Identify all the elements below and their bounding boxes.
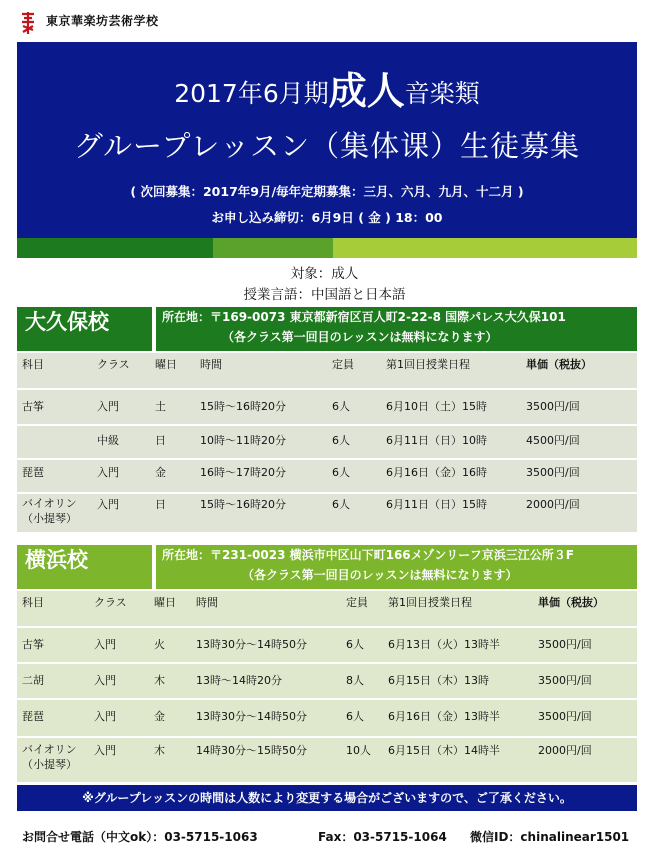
col-first-date: 第1回目授業日程 bbox=[381, 353, 521, 389]
yokohama-address: 所在地：〒231-0023 横浜市中区山下町166メゾンリーフ京浜三江公所３F bbox=[162, 548, 574, 562]
okubo-address: 所在地：〒169-0073 東京都新宿区百人町2-22-8 国際パレス大久保101 bbox=[162, 310, 566, 324]
cell-class: 入門 bbox=[92, 493, 150, 533]
cell-first-date: 6月15日（木）14時半 bbox=[383, 737, 533, 783]
cell-capacity: 6人 bbox=[341, 699, 383, 737]
footer-note: ※グループレッスンの時間は人数により変更する場合がございますので、ご了承ください。 bbox=[17, 785, 637, 811]
table-row bbox=[17, 737, 637, 783]
cell-subject: 二胡 bbox=[17, 663, 89, 699]
stripe-dark-green bbox=[17, 238, 213, 258]
cell-day: 日 bbox=[150, 493, 195, 533]
cell-day: 火 bbox=[149, 627, 191, 663]
school-logo bbox=[16, 8, 42, 38]
yokohama-header-row bbox=[17, 591, 637, 627]
col-first-date: 第1回目授業日程 bbox=[383, 591, 533, 627]
yokohama-note: （各クラス第一回目のレッスンは無料になります） bbox=[242, 568, 518, 582]
title-prefix: 2017年6月期 bbox=[174, 79, 329, 108]
cell-class: 中級 bbox=[92, 425, 150, 459]
cell-capacity: 6人 bbox=[327, 459, 381, 493]
cell-price: 3500円/回 bbox=[521, 389, 637, 425]
okubo-note: （各クラス第一回目のレッスンは無料になります） bbox=[222, 330, 498, 344]
cell-time: 13時30分～14時50分 bbox=[191, 627, 341, 663]
deadline: お申し込み締切：6月9日 ( 金 ) 18：00 bbox=[211, 210, 443, 225]
cell-first-date: 6月15日（木）13時 bbox=[383, 663, 533, 699]
cell-first-date: 6月11日（日）15時 bbox=[381, 493, 521, 533]
cell-class: 入門 bbox=[92, 459, 150, 493]
cell-time: 13時30分～14時50分 bbox=[191, 699, 341, 737]
cell-subject: 琵琶 bbox=[17, 699, 89, 737]
cell-price: 3500円/回 bbox=[533, 627, 637, 663]
table-row bbox=[17, 627, 637, 663]
cell-class: 入門 bbox=[89, 737, 149, 783]
contact-wechat: 微信ID：chinalinear1501 bbox=[470, 830, 630, 844]
yokohama-address-block bbox=[156, 545, 637, 589]
cell-time: 14時30分～15時50分 bbox=[191, 737, 341, 783]
title-big: 成人 bbox=[328, 69, 405, 113]
cell-class: 入門 bbox=[92, 389, 150, 425]
cell-capacity: 8人 bbox=[341, 663, 383, 699]
target-audience: 対象：成人 bbox=[290, 266, 359, 282]
header-banner bbox=[17, 42, 637, 238]
cell-subject: バイオリン （小提琴） bbox=[17, 493, 92, 533]
okubo-header-row bbox=[17, 353, 637, 389]
contact-phone: お問合せ電話（中文ok）：03-5715-1063 bbox=[22, 830, 258, 844]
yokohama-header bbox=[17, 545, 637, 589]
cell-class: 入門 bbox=[89, 699, 149, 737]
yokohama-table bbox=[17, 591, 637, 784]
cell-first-date: 6月11日（日）10時 bbox=[381, 425, 521, 459]
col-price: 単価（税抜） bbox=[521, 353, 637, 389]
cell-price: 3500円/回 bbox=[521, 459, 637, 493]
col-time: 時間 bbox=[195, 353, 327, 389]
okubo-name: 大久保校 bbox=[17, 307, 152, 351]
page-title bbox=[17, 60, 637, 115]
col-day: 曜日 bbox=[150, 353, 195, 389]
page-subtitle: グループレッスン（集体课）生徒募集 bbox=[73, 129, 581, 163]
cell-time: 10時～11時20分 bbox=[195, 425, 327, 459]
cell-capacity: 6人 bbox=[327, 389, 381, 425]
col-day: 曜日 bbox=[149, 591, 191, 627]
cell-subject: 琵琶 bbox=[17, 459, 92, 493]
cell-day: 土 bbox=[150, 389, 195, 425]
cell-day: 木 bbox=[149, 737, 191, 783]
stripe-light-green bbox=[333, 238, 637, 258]
cell-price: 2000円/回 bbox=[521, 493, 637, 533]
cell-price: 3500円/回 bbox=[533, 699, 637, 737]
col-time: 時間 bbox=[191, 591, 341, 627]
cell-class: 入門 bbox=[89, 627, 149, 663]
table-row bbox=[17, 663, 637, 699]
cell-price: 4500円/回 bbox=[521, 425, 637, 459]
title-suffix: 音楽類 bbox=[404, 79, 480, 108]
school-name: 東京華楽坊芸術学校 bbox=[46, 14, 159, 28]
table-row bbox=[17, 699, 637, 737]
cell-time: 15時～16時20分 bbox=[195, 493, 327, 533]
cell-subject: 古筝 bbox=[17, 627, 89, 663]
okubo-header bbox=[17, 307, 637, 351]
lesson-language: 授業言語：中国語と日本語 bbox=[243, 287, 406, 303]
col-price: 単価（税抜） bbox=[533, 591, 637, 627]
col-subject: 科目 bbox=[17, 353, 92, 389]
cell-day: 金 bbox=[149, 699, 191, 737]
col-capacity: 定員 bbox=[341, 591, 383, 627]
stripe-mid-green bbox=[213, 238, 333, 258]
cell-time: 15時～16時20分 bbox=[195, 389, 327, 425]
col-class: クラス bbox=[89, 591, 149, 627]
yokohama-name: 横浜校 bbox=[17, 545, 152, 589]
table-row bbox=[17, 425, 637, 459]
cell-time: 13時～14時20分 bbox=[191, 663, 341, 699]
cell-capacity: 6人 bbox=[327, 493, 381, 533]
table-row bbox=[17, 389, 637, 425]
cell-first-date: 6月16日（金）16時 bbox=[381, 459, 521, 493]
cell-price: 2000円/回 bbox=[533, 737, 637, 783]
cell-day: 日 bbox=[150, 425, 195, 459]
contact-fax: Fax：03-5715-1064 bbox=[318, 830, 447, 844]
table-row bbox=[17, 459, 637, 493]
cell-capacity: 6人 bbox=[341, 627, 383, 663]
table-row bbox=[17, 493, 637, 533]
cell-day: 木 bbox=[149, 663, 191, 699]
cell-price: 3500円/回 bbox=[533, 663, 637, 699]
cell-day: 金 bbox=[150, 459, 195, 493]
okubo-address-block bbox=[156, 307, 637, 351]
next-recruit: ( 次回募集：2017年9月/毎年定期募集：三月、六月、九月、十二月 ) bbox=[130, 184, 524, 199]
cell-subject: バイオリン （小提琴） bbox=[17, 737, 89, 783]
cell-subject bbox=[17, 425, 92, 459]
okubo-table bbox=[17, 353, 637, 534]
cell-first-date: 6月13日（火）13時半 bbox=[383, 627, 533, 663]
cell-first-date: 6月16日（金）13時半 bbox=[383, 699, 533, 737]
cell-class: 入門 bbox=[89, 663, 149, 699]
col-subject: 科目 bbox=[17, 591, 89, 627]
cell-time: 16時～17時20分 bbox=[195, 459, 327, 493]
col-capacity: 定員 bbox=[327, 353, 381, 389]
cell-capacity: 10人 bbox=[341, 737, 383, 783]
cell-subject: 古筝 bbox=[17, 389, 92, 425]
col-class: クラス bbox=[92, 353, 150, 389]
cell-capacity: 6人 bbox=[327, 425, 381, 459]
cell-first-date: 6月10日（土）15時 bbox=[381, 389, 521, 425]
